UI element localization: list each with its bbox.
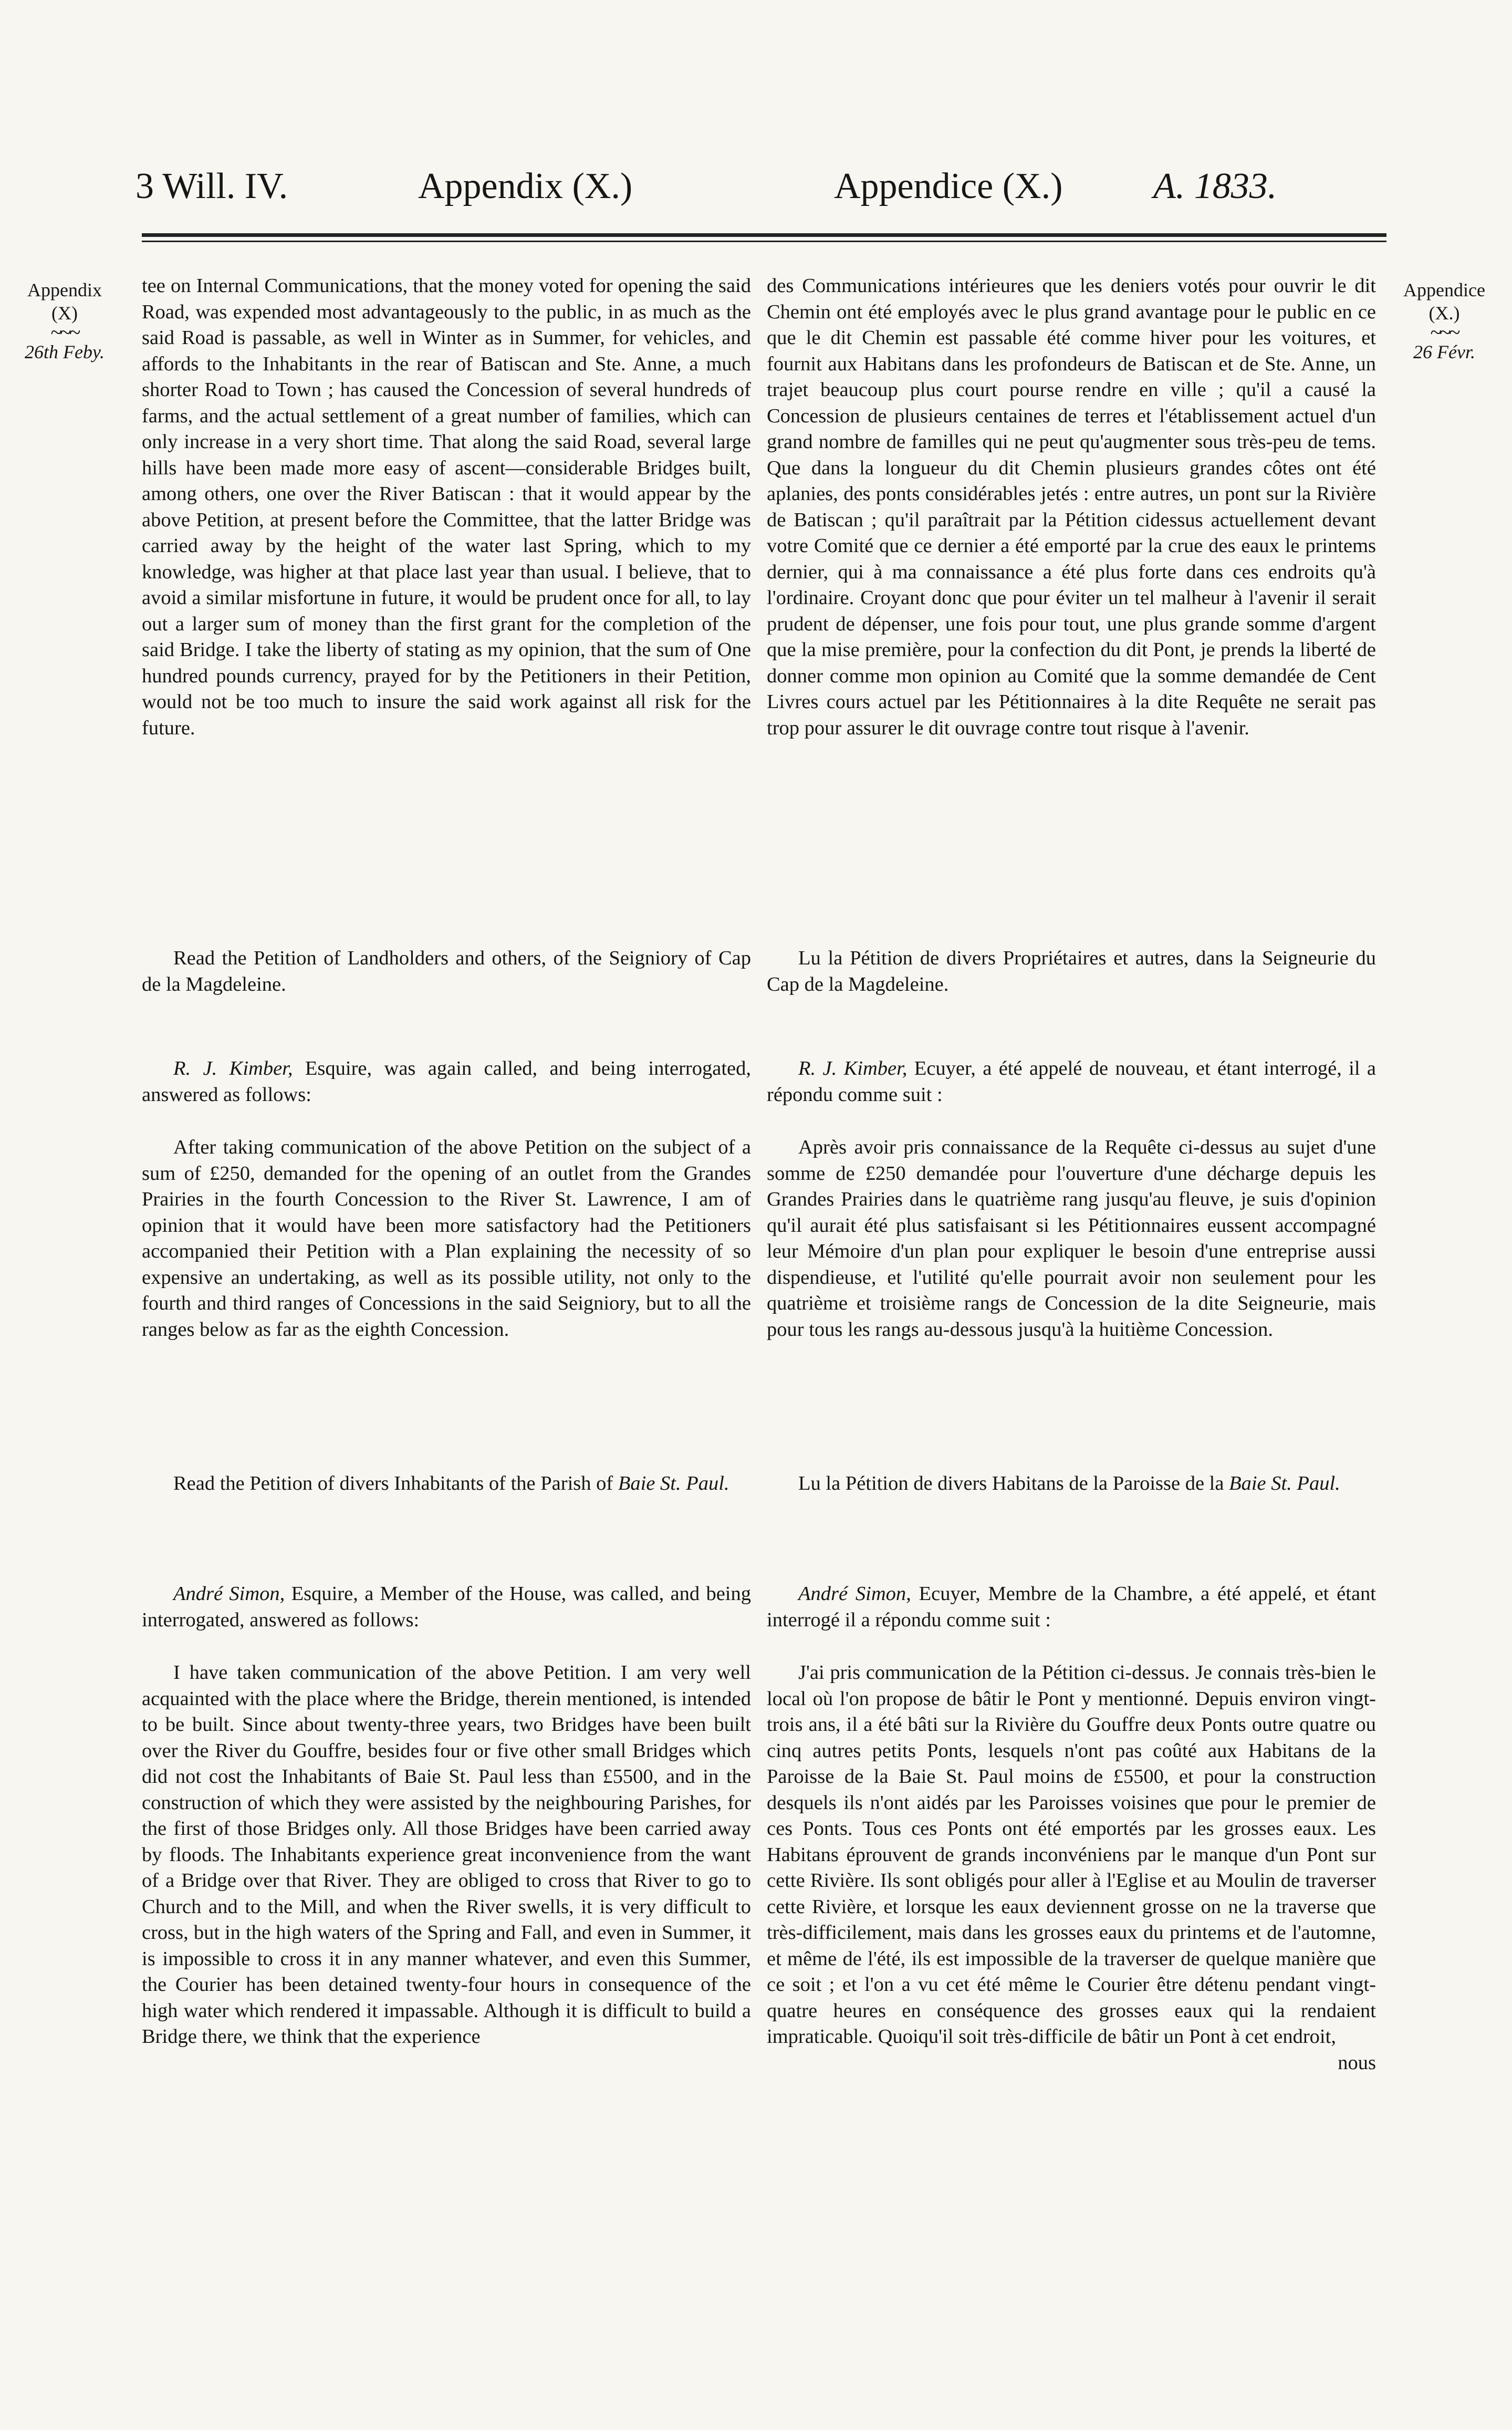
english-simon-answer: I have taken communication of the above Petition. I am very well acquainted with the place where the Bridge, therein mentioned, is intended to be built. Since about twenty-three years, two Bridges have been built over the River du Gouffre, besides four or five other small Bridges which did not cost the Inhabitants of Baie St. Paul less than £5500, and in the construction of which they were assisted by the neighbouring Parishes, for the first of those Bridges only. All those Bridges have been carried away by floods. The Inhabitants experience great inconvenience from the want of a Bridge over that River. They are obliged to cross that River to go to Church and to the Mill, and when the River swells, it is very difficult to cross, but in the high waters of the Spring and Fall, and even in Summer, it is impossible to cross it in any manner whatever, and even this Summer, the Courier has been detained twenty-four hours in consequence of the high water which rendered it impassable. Although it is difficult to build a Bridge there, we think that the experience (142, 1661, 751, 2048)
french-column-7 (767, 1660, 1376, 2076)
witness-name: R. J. Kimber, (798, 1057, 908, 1079)
english-column-4 (142, 1135, 751, 1343)
french-simon-answer: J'ai pris communication de la Pétition ci-dessus. Je connais très-bien le local où l'on propose de bâtir le Pont y mentionné. Depuis environ vingt-trois ans, il a été bâti sur la Rivière du Gouffre deux Ponts outre quatre ou cinq autres petits Ponts, lesquels n'ont pas coûté aux Habitans de la Paroisse de la Baie St. Paul moins de £5500, et pour la construction desquels ils n'ont aidés par les Paroisses voisines que pour le premier de ces Ponts. Tous ces Ponts ont été emportés par les grosses eaux. Les Habitans éprouvent de grands inconvéniens par le manque d'un Pont sur cette Rivière. Ils sont obligés pour aller à l'Eglise et au Moulin de traverser cette Rivière, et lorsque les eaux deviennent grosse on ne la traverse que très-difficilement, mais dans les grosses eaux du printems et de l'automne, et même de l'été, ils est impossible de la traverser de quelque manière que ce soit ; et l'on a vu cet été même le Courier être détenu pendant vingt-quatre heures en conséquence des grosses eaux qui la rendaient impraticable. Quoiqu'il soit très-difficile de bâtir un Pont à cet endroit, (767, 1661, 1376, 2048)
header-year: A. 1833. (1153, 166, 1277, 206)
header-rule-thin (142, 241, 1386, 242)
english-witness-simon: André Simon, Esquire, a Member of the House, was called, and being interrogated, answered as follows: (142, 1583, 751, 1631)
page-header (0, 158, 1512, 215)
witness-name: André Simon, (798, 1583, 911, 1605)
french-reading-baie-st-paul: Lu la Pétition de divers Habitans de la Paroisse de la Baie St. Paul. (798, 1472, 1340, 1494)
margin-note-left (4, 278, 125, 364)
english-reading-cap-magdeleine: Read the Petition of Landholders and others, of the Seigniory of Cap de la Magdeleine. (142, 947, 751, 995)
english-reading-baie-st-paul: Read the Petition of divers Inhabitants of the Parish of Baie St. Paul. (173, 1472, 729, 1494)
english-kimber-answer: After taking communication of the above Petition on the subject of a sum of £250, demanded for the opening of an outlet from the Grandes Prairies in the fourth Concession to the River St. Lawrence, I am of opinion that it would have been more satisfactory had the Petitioners accompanied their Petition with a Plan explaining the necessity of so expensive an undertaking, as well as its possible utility, not only to the fourth and third ranges of Concessions in the said Seigniory, but to all the ranges below as far as the eighth Concession. (142, 1136, 751, 1341)
french-column-5 (767, 1471, 1376, 1497)
header-rule-thick (142, 233, 1386, 237)
english-witness-kimber: R. J. Kimber, Esquire, was again called, and being interrogated, answered as follows: (142, 1057, 751, 1106)
french-paragraph-1: des Communications intérieures que les deniers votés pour ouvrir le dit Chemin ont été employés avec le plus grand avantage pour le public en ce que le dit Chemin est passable été comme hiver pour les voitures, et fournit aux Habitans dans les profondeurs de Batiscan et de Ste. Anne, un trajet beaucoup plus court pourse rendre en ville ; qu'il a causé la Concession de plusieurs centaines de terres et l'établissement actuel d'un grand nombre de familles qui ne peut qu'augmenter sous très-peu de tems. Que dans la longueur du dit Chemin plusieurs grandes côtes ont été aplanies, des ponts considérables jetés : entre autres, un pont sur la Rivière de Batiscan ; qu'il paraîtrait par la Pétition cidessus actuellement devant votre Comité que ce dernier a été emporté par la crue des eaux le printems dernier, qui à ma connaissance a été plus forte dans ces endroits qu'à l'ordinaire. Croyant donc que pour éviter un tel malheur à l'avenir il serait prudent de dépenser, une fois pour tout, une plus grande somme d'argent que la mise première, pour la confection du dit Pont, je prends la liberté de donner comme mon opinion au Comité que la somme demandée de Cent Livres cours actuel par les Pétitionnaires à la dite Requête ne serait pas trop pour assurer le dit ouvrage contre tout risque à l'avenir. (767, 275, 1376, 739)
french-column-4 (767, 1135, 1376, 1343)
margin-label: Appendix (27, 279, 102, 300)
margin-label: Appendice (1403, 279, 1485, 300)
margin-flourish: ~~~ (1430, 320, 1458, 344)
french-column-2 (767, 946, 1376, 998)
english-column-6 (142, 1581, 751, 1633)
english-column (142, 273, 751, 741)
margin-date: 26 Févr. (1413, 341, 1475, 362)
english-column-5 (142, 1471, 751, 1497)
catchword: nous (1338, 2051, 1376, 2074)
witness-name: R. J. Kimber, (173, 1057, 293, 1079)
french-column-3 (767, 1056, 1376, 1108)
french-column-6 (767, 1581, 1376, 1633)
header-appendix-english: Appendix (X.) (418, 166, 633, 206)
header-regnal-year: 3 Will. IV. (135, 166, 288, 206)
margin-sub: (X) (51, 303, 78, 324)
english-column-2 (142, 946, 751, 998)
witness-name: André Simon, (173, 1583, 285, 1605)
french-witness-kimber: R. J. Kimber, Ecuyer, a été appelé de nouveau, et étant interrogé, il a répondu comme suit : (767, 1057, 1376, 1106)
margin-flourish: ~~~ (50, 320, 79, 344)
french-reading-cap-magdeleine: Lu la Pétition de divers Propriétaires et autres, dans la Seigneurie du Cap de la Magdeleine. (767, 947, 1376, 995)
english-column-7 (142, 1660, 751, 2050)
french-column (767, 273, 1376, 741)
english-paragraph-1: tee on Internal Communications, that the money voted for opening the said Road, was expended most advantageously to the public, in as much as the said Road is passable, as well in Winter as in Summer, for vehicles, and affords to the Inhabitants in the rear of Batiscan and Ste. Anne, a much shorter Road to Town ; has caused the Concession of several hundreds of farms, and the actual settlement of a great number of families, which can only increase in a very short time. That along the said Road, several large hills have been made more easy of ascent—considerable Bridges built, among others, one over the River Batiscan : that it would appear by the above Petition, at present before the Committee, that the latter Bridge was carried away by the height of the water last Spring, which to my knowledge, was higher at that place last year than usual. I believe, that to avoid a similar misfortune in future, it would be prudent once for all, to lay out a larger sum of money than the first grant for the completion of the said Bridge. I take the liberty of stating as my opinion, that the sum of One hundred pounds currency, prayed for by the Petitioners in their Petition, would not be too much to insure the said work against all risk for the future. (142, 275, 751, 739)
margin-note-right (1381, 278, 1507, 364)
margin-date: 26th Feby. (25, 341, 105, 362)
english-column-3 (142, 1056, 751, 1108)
french-witness-simon: André Simon, Ecuyer, Membre de la Chambre, a été appelé, et étant interrogé il a répondu comme suit : (767, 1583, 1376, 1631)
header-appendix-french: Appendice (X.) (834, 166, 1063, 206)
french-kimber-answer: Après avoir pris connaissance de la Requête ci-dessus au sujet d'une somme de £250 demandée pour l'ouverture d'une décharge depuis les Grandes Prairies dans le quatrième rang jusqu'au fleuve, je suis d'opinion qu'il aurait été plus satisfaisant si les Pétitionnaires eussent accompagné leur Mémoire d'un plan pour expliquer le besoin d'une entreprise aussi dispendieuse, et l'utilité qu'elle pourrait avoir non seulement pour les quatrième et troisième rangs de Concession de la dite Seigneurie, mais pour tous les rangs au-dessous jusqu'à la huitième Concession. (767, 1136, 1376, 1341)
margin-sub: (X.) (1428, 303, 1460, 324)
